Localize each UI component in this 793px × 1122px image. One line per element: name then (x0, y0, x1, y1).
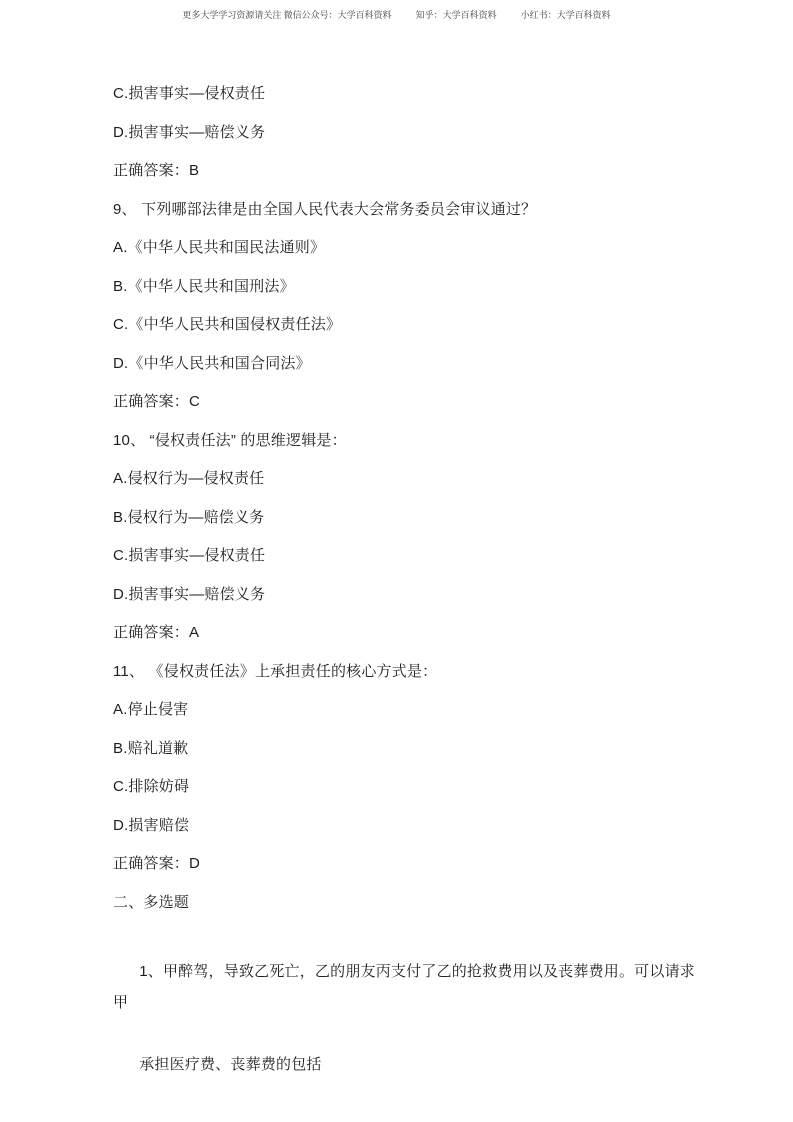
q9-option-d: D.《中华人民共和国合同法》 (113, 354, 311, 372)
q10-answer: 正确答案：A (113, 624, 200, 641)
section-heading-multiple-choice: 二、多选题 (113, 893, 190, 911)
q9-option-b: B.《中华人民共和国刑法》 (113, 277, 295, 295)
q10-option-d: D.损害事实—赔偿义务 (113, 585, 266, 603)
q11-option-a: A.停止侵害 (113, 701, 189, 718)
q11-answer: 正确答案：D (113, 855, 201, 872)
header-segment-xiaohongshu: 小红书：大学百科资料 (520, 10, 611, 20)
q11-option-d: D.损害赔偿 (113, 816, 190, 834)
q11-option-b: B.赔礼道歉 (113, 739, 189, 757)
q9-option-c: C.《中华人民共和国侵权责任法》 (113, 316, 342, 333)
header-segment-wechat: 更多大学学习资源请关注 微信公众号：大学百科资料 (182, 10, 392, 20)
q11-stem: 11、 《侵权责任法》上承担责任的核心方式是： (113, 662, 438, 680)
page-header (0, 10, 793, 21)
header-segment-zhihu: 知乎：大学百科资料 (415, 10, 497, 20)
q10-stem: 10、 “侵权责任法” 的思维逻辑是： (113, 431, 347, 449)
q11-option-c: C.排除妨碍 (113, 778, 190, 795)
quiz-content (113, 78, 695, 1119)
q9-answer: 正确答案：C (113, 393, 201, 410)
q10-option-c: C.损害事实—侵权责任 (113, 547, 266, 564)
q10-option-b: B.侵权行为—赔偿义务 (113, 508, 265, 526)
q8-answer: 正确答案：B (113, 162, 200, 179)
q10-option-a: A.侵权行为—侵权责任 (113, 470, 265, 487)
q9-stem: 9、 下列哪部法律是由全国人民代表大会常务委员会审议通过？ (113, 200, 537, 218)
q9-option-a: A.《中华人民共和国民法通则》 (113, 239, 326, 256)
mq1-stem-line-2: 承担医疗费、丧葬费的包括 (139, 1056, 322, 1073)
mq1-stem (113, 925, 695, 1111)
mq1-stem-line-1: 1、甲醉驾，导致乙死亡，乙的朋友丙支付了乙的抢救费用以及丧葬费用。可以请求甲 (113, 963, 695, 1011)
q8-option-d: D.损害事实—赔偿义务 (113, 123, 266, 141)
q8-option-c: C.损害事实—侵权责任 (113, 85, 266, 102)
